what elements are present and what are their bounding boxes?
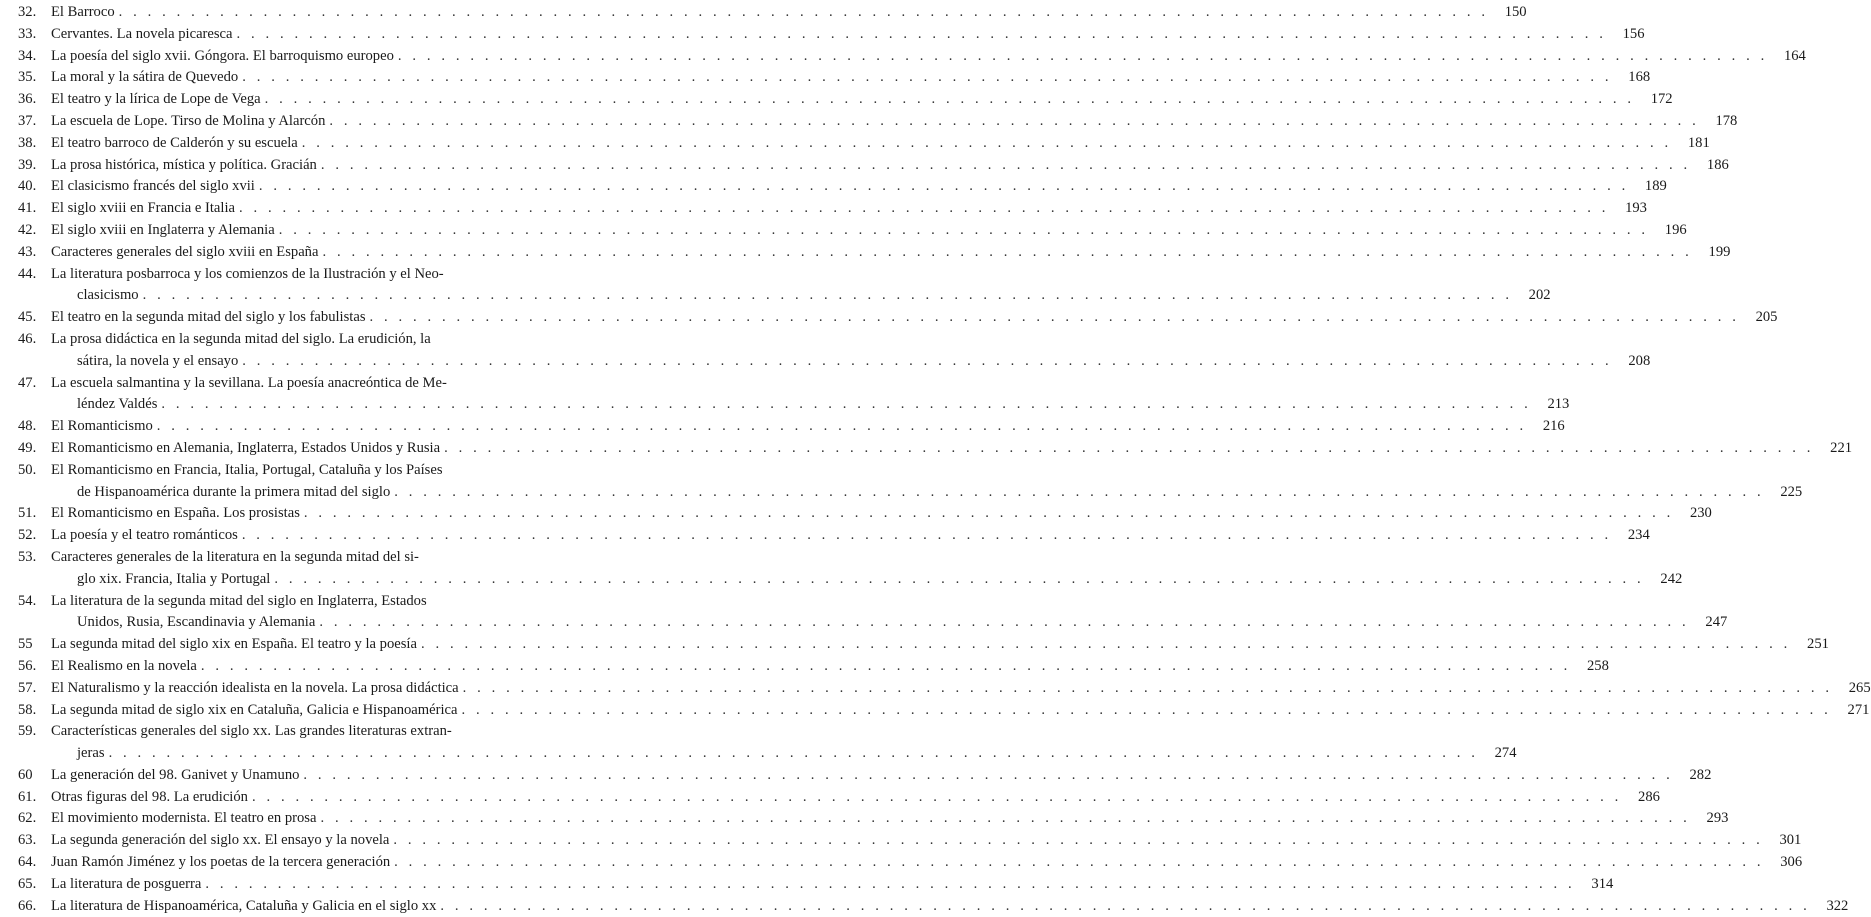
chapter-title: La moral y la sátira de Quevedo — [51, 69, 239, 86]
page-number: 221 — [1830, 439, 1853, 456]
chapter-title-line — [51, 307, 1778, 329]
dot-leader: . . . . . . . . . . . . . . . . . . . . . . . . . . . . . . . . . . . . . . . . . . . . . . . . . . . . . . . . . . . . . . . . . . . . . . . . . . . . . . . . . . . . . . . . . . . . . . . — [462, 679, 1833, 696]
chapter-title: La literatura de la segunda mitad del siglo en Inglaterra, Estados — [51, 592, 427, 609]
chapter-number: 54. — [18, 592, 37, 609]
page-number: 193 — [1625, 200, 1647, 217]
chapter-title-line — [51, 242, 1731, 264]
chapter-title: El teatro en la segunda mitad del siglo y los fabulistas — [51, 309, 366, 326]
chapter-number: 45. — [18, 309, 37, 326]
chapter-title: El teatro y la lírica de Lope de Vega — [51, 91, 261, 108]
chapter-title-line — [51, 765, 1712, 787]
dot-leader: . . . . . . . . . . . . . . . . . . . . . . . . . . . . . . . . . . . . . . . . . . . . . . . . . . . . . . . . . . . . . . . . . . . . . . . . . . . . . . . . . . . . . . . . . . . . . . . — [420, 636, 1791, 653]
chapter-title-line — [51, 176, 1667, 198]
toc-entry — [18, 591, 1728, 635]
page-number: 208 — [1628, 352, 1651, 369]
chapter-title-line — [51, 438, 1853, 460]
chapter-title: El Romanticismo en Francia, Italia, Portugal, Cataluña y los Países — [51, 461, 443, 478]
page-number: 225 — [1780, 483, 1803, 500]
chapter-title-block — [51, 307, 1778, 329]
page-number: 247 — [1705, 614, 1728, 631]
chapter-title: Caracteres generales de la literatura en la segunda mitad del si- — [51, 548, 419, 565]
chapter-title-block — [51, 852, 1803, 874]
page-number: 181 — [1687, 134, 1710, 151]
chapter-title-line — [51, 2, 1527, 24]
dot-leader: . . . . . . . . . . . . . . . . . . . . . . . . . . . . . . . . . . . . . . . . . . . . . . . . . . . . . . . . . . . . . . . . . . . . . . . . . . . . . . . . . . . . . . . . . . . . . . . — [200, 657, 1571, 674]
chapter-number: 34. — [18, 47, 37, 64]
dot-leader: . . . . . . . . . . . . . . . . . . . . . . . . . . . . . . . . . . . . . . . . . . . . . . . . . . . . . . . . . . . . . . . . . . . . . . . . . . . . . . . . . . . . . . . . . . . . . . . — [397, 47, 1768, 64]
page-number: 282 — [1689, 766, 1712, 783]
dot-leader: . . . . . . . . . . . . . . . . . . . . . . . . . . . . . . . . . . . . . . . . . . . . . . . . . . . . . . . . . . . . . . . . . . . . . . . . . . . . . . . . . . . . . . . . . . . . . . . — [319, 614, 1690, 631]
chapter-title-line — [51, 852, 1803, 874]
chapter-number: 55 — [18, 636, 33, 653]
chapter-number: 49. — [18, 439, 37, 456]
chapter-title-block — [51, 721, 1517, 765]
chapter-title: La prosa histórica, mística y política. Gracián — [51, 156, 317, 173]
chapter-title-block — [51, 89, 1673, 111]
chapter-number: 47. — [18, 374, 37, 391]
page-number: 265 — [1848, 679, 1871, 696]
page-number: 172 — [1650, 91, 1673, 108]
chapter-title-block — [51, 547, 1683, 591]
chapter-title: Juan Ramón Jiménez y los poetas de la tercera generación — [51, 854, 391, 871]
page-number: 216 — [1542, 418, 1565, 435]
chapter-title-line — [51, 743, 1517, 765]
chapter-title-line — [51, 351, 1651, 373]
page-number: 301 — [1779, 832, 1802, 849]
chapter-title-line — [51, 634, 1829, 656]
chapter-title: La segunda mitad de siglo xix en Cataluña, Galicia e Hispanoamérica — [51, 701, 458, 718]
page-number: 271 — [1847, 701, 1870, 718]
page-number: 186 — [1706, 156, 1729, 173]
chapter-number: 61. — [18, 788, 37, 805]
toc-entry — [18, 89, 1673, 111]
chapter-title-block — [51, 700, 1870, 722]
chapter-title: El Naturalismo y la reacción idealista en la novela. La prosa didáctica — [51, 679, 459, 696]
chapter-title-line — [51, 416, 1565, 438]
chapter-title: La poesía del siglo xvii. Góngora. El barroquismo europeo — [51, 47, 394, 64]
toc-entry — [18, 220, 1687, 242]
chapter-title-line — [51, 220, 1687, 242]
toc-entry — [18, 307, 1778, 329]
toc-entry — [18, 176, 1667, 198]
chapter-title-line — [51, 133, 1710, 155]
chapter-title: Caracteres generales del siglo xviii en España — [51, 243, 319, 260]
chapter-title: El clasicismo francés del siglo xvii — [51, 178, 255, 195]
chapter-number: 64. — [18, 854, 37, 871]
chapter-title-block — [51, 438, 1853, 460]
chapter-title-line — [51, 678, 1871, 700]
chapter-number: 37. — [18, 112, 37, 129]
chapter-number: 56. — [18, 657, 37, 674]
chapter-title-line — [51, 569, 1683, 591]
page-number: 156 — [1622, 25, 1645, 42]
chapter-title-block — [51, 264, 1551, 308]
chapter-number: 58. — [18, 701, 37, 718]
chapter-title-block — [51, 329, 1651, 373]
chapter-title: El Realismo en la novela — [51, 657, 197, 674]
dot-leader: . . . . . . . . . . . . . . . . . . . . . . . . . . . . . . . . . . . . . . . . . . . . . . . . . . . . . . . . . . . . . . . . . . . . . . . . . . . . . . . . . . . . . . . . . . . . . . . — [242, 69, 1613, 86]
page-number: 314 — [1591, 875, 1614, 892]
dot-leader: . . . . . . . . . . . . . . . . . . . . . . . . . . . . . . . . . . . . . . . . . . . . . . . . . . . . . . . . . . . . . . . . . . . . . . . . . . . . . . . . . . . . . . . . . . . . . . . — [320, 810, 1691, 827]
chapter-title-line — [51, 721, 582, 743]
chapter-title-line — [51, 896, 1849, 917]
chapter-number: 38. — [18, 134, 37, 151]
chapter-number: 41. — [18, 200, 37, 217]
toc-entry — [18, 852, 1803, 874]
dot-leader: . . . . . . . . . . . . . . . . . . . . . . . . . . . . . . . . . . . . . . . . . . . . . . . . . . . . . . . . . . . . . . . . . . . . . . . . . . . . . . . . . . . . . . . . . . . . . . . — [242, 352, 1613, 369]
toc-entry — [18, 155, 1729, 177]
chapter-title: La poesía y el teatro románticos — [51, 527, 238, 544]
chapter-title: La segunda generación del siglo xx. El ensayo y la novela — [51, 832, 390, 849]
dot-leader: . . . . . . . . . . . . . . . . . . . . . . . . . . . . . . . . . . . . . . . . . . . . . . . . . . . . . . . . . . . . . . . . . . . . . . . . . . . . . . . . . . . . . . . . . . . . . . . — [205, 875, 1576, 892]
chapter-title: La prosa didáctica en la segunda mitad del siglo. La erudición, la — [51, 330, 431, 347]
dot-leader: . . . . . . . . . . . . . . . . . . . . . . . . . . . . . . . . . . . . . . . . . . . . . . . . . . . . . . . . . . . . . . . . . . . . . . . . . . . . . . . . . . . . . . . . . . . . . . . — [444, 439, 1815, 456]
page-number: 286 — [1638, 788, 1660, 805]
chapter-title-line — [51, 787, 1660, 809]
chapter-title-line — [51, 460, 582, 482]
chapter-title-line — [51, 89, 1673, 111]
toc-entry — [18, 2, 1527, 24]
chapter-title: El Romanticismo — [51, 418, 153, 435]
chapter-title-line — [51, 830, 1802, 852]
dot-leader: . . . . . . . . . . . . . . . . . . . . . . . . . . . . . . . . . . . . . . . . . . . . . . . . . . . . . . . . . . . . . . . . . . . . . . . . . . . . . . . . . . . . . . . . . . . . . . . — [393, 832, 1764, 849]
dot-leader: . . . . . . . . . . . . . . . . . . . . . . . . . . . . . . . . . . . . . . . . . . . . . . . . . . . . . . . . . . . . . . . . . . . . . . . . . . . . . . . . . . . . . . . . . . . . . . . — [251, 788, 1622, 805]
chapter-number: 39. — [18, 156, 37, 173]
chapter-title: La literatura posbarroca y los comienzos de la Ilustración y el Neo- — [51, 265, 444, 282]
page-number: 150 — [1504, 4, 1527, 20]
dot-leader: . . . . . . . . . . . . . . . . . . . . . . . . . . . . . . . . . . . . . . . . . . . . . . . . . . . . . . . . . . . . . . . . . . . . . . . . . . . . . . . . . . . . . . . . . . . . . . . — [303, 766, 1674, 783]
toc-entry — [18, 373, 1570, 417]
toc-entry — [18, 111, 1738, 133]
chapter-number: 60 — [18, 766, 33, 783]
chapter-title-line — [51, 874, 1614, 896]
toc-entry — [18, 503, 1712, 525]
page-number: 258 — [1586, 657, 1609, 674]
chapter-title: Características generales del siglo xx. Las grandes literaturas extran- — [51, 723, 452, 740]
chapter-number: 44. — [18, 265, 37, 282]
toc-entry — [18, 438, 1853, 460]
toc-entry — [18, 133, 1710, 155]
chapter-title-block — [51, 155, 1729, 177]
chapter-title-block — [51, 67, 1651, 89]
toc-entry — [18, 830, 1802, 852]
dot-leader: . . . . . . . . . . . . . . . . . . . . . . . . . . . . . . . . . . . . . . . . . . . . . . . . . . . . . . . . . . . . . . . . . . . . . . . . . . . . . . . . . . . . . . . . . . . . . . . — [461, 701, 1832, 718]
dot-leader: . . . . . . . . . . . . . . . . . . . . . . . . . . . . . . . . . . . . . . . . . . . . . . . . . . . . . . . . . . . . . . . . . . . . . . . . . . . . . . . . . . . . . . . . . . . . . . . — [329, 112, 1700, 129]
dot-leader: . . . . . . . . . . . . . . . . . . . . . . . . . . . . . . . . . . . . . . . . . . . . . . . . . . . . . . . . . . . . . . . . . . . . . . . . . . . . . . . . . . . . . . . . . . . . . . . — [161, 396, 1532, 413]
chapter-title-line — [51, 591, 582, 613]
dot-leader: . . . . . . . . . . . . . . . . . . . . . . . . . . . . . . . . . . . . . . . . . . . . . . . . . . . . . . . . . . . . . . . . . . . . . . . . . . . . . . . . . . . . . . . . . . . . . . . — [236, 25, 1607, 42]
toc-entry — [18, 329, 1651, 373]
dot-leader: . . . . . . . . . . . . . . . . . . . . . . . . . . . . . . . . . . . . . . . . . . . . . . . . . . . . . . . . . . . . . . . . . . . . . . . . . . . . . . . . . . . . . . . . . . . . . . . — [241, 527, 1612, 544]
chapter-title-block — [51, 46, 1806, 68]
chapter-title-block — [51, 198, 1647, 220]
chapter-title: clasicismo — [77, 287, 139, 304]
chapter-number: 35. — [18, 69, 37, 86]
dot-leader: . . . . . . . . . . . . . . . . . . . . . . . . . . . . . . . . . . . . . . . . . . . . . . . . . . . . . . . . . . . . . . . . . . . . . . . . . . . . . . . . . . . . . . . . . . . . . . . — [274, 570, 1645, 587]
chapter-title-block — [51, 24, 1645, 46]
chapter-title: Otras figuras del 98. La erudición — [51, 788, 248, 805]
page-number: 251 — [1807, 636, 1829, 653]
page-number: 293 — [1706, 810, 1729, 827]
dot-leader: . . . . . . . . . . . . . . . . . . . . . . . . . . . . . . . . . . . . . . . . . . . . . . . . . . . . . . . . . . . . . . . . . . . . . . . . . . . . . . . . . . . . . . . . . . . . . . . — [142, 287, 1513, 304]
chapter-title: El Romanticismo en España. Los prosistas — [51, 505, 300, 522]
page-number: 199 — [1708, 243, 1731, 260]
toc-entry — [18, 547, 1683, 591]
chapter-title-block — [51, 373, 1570, 417]
chapter-number: 50. — [18, 461, 37, 478]
chapter-title-block — [51, 896, 1849, 917]
chapter-title-block — [51, 525, 1650, 547]
chapter-number: 48. — [18, 418, 37, 435]
chapter-title-line — [51, 373, 582, 395]
chapter-number: 57. — [18, 679, 37, 696]
page-number: 213 — [1547, 396, 1570, 413]
chapter-number: 36. — [18, 91, 37, 108]
chapter-title-block — [51, 2, 1527, 24]
chapter-title-block — [51, 765, 1712, 787]
dot-leader: . . . . . . . . . . . . . . . . . . . . . . . . . . . . . . . . . . . . . . . . . . . . . . . . . . . . . . . . . . . . . . . . . . . . . . . . . . . . . . . . . . . . . . . . . . . . . . . — [156, 418, 1527, 435]
chapter-title: La escuela salmantina y la sevillana. La poesía anacreóntica de Me- — [51, 374, 447, 391]
chapter-title-block — [51, 656, 1609, 678]
page-number: 230 — [1689, 505, 1712, 522]
chapter-title: glo xix. Francia, Italia y Portugal — [77, 570, 271, 587]
chapter-title-block — [51, 591, 1728, 635]
toc-entry — [18, 460, 1803, 504]
chapter-title-line — [51, 111, 1738, 133]
page-number: 164 — [1783, 47, 1806, 64]
toc-entry — [18, 525, 1650, 547]
toc-entry — [18, 896, 1849, 917]
chapter-title: El Romanticismo en Alemania, Inglaterra, Estados Unidos y Rusia — [51, 439, 441, 456]
chapter-title-block — [51, 503, 1712, 525]
chapter-title-line — [51, 700, 1870, 722]
page-number: 274 — [1494, 745, 1517, 762]
toc-entry — [18, 416, 1565, 438]
page-number: 242 — [1660, 570, 1683, 587]
dot-leader: . . . . . . . . . . . . . . . . . . . . . . . . . . . . . . . . . . . . . . . . . . . . . . . . . . . . . . . . . . . . . . . . . . . . . . . . . . . . . . . . . . . . . . . . . . . . . . . — [239, 200, 1609, 217]
chapter-title-block — [51, 111, 1738, 133]
chapter-number: 59. — [18, 723, 37, 740]
dot-leader: . . . . . . . . . . . . . . . . . . . . . . . . . . . . . . . . . . . . . . . . . . . . . . . . . . . . . . . . . . . . . . . . . . . . . . . . . . . . . . . . . . . . . . . . . . . . . . . — [394, 854, 1765, 871]
dot-leader: . . . . . . . . . . . . . . . . . . . . . . . . . . . . . . . . . . . . . . . . . . . . . . . . . . . . . . . . . . . . . . . . . . . . . . . . . . . . . . . . . . . . . . . . . . . . . . . — [394, 483, 1765, 500]
page-number: 205 — [1755, 309, 1778, 326]
toc-entry — [18, 765, 1712, 787]
chapter-title: La escuela de Lope. Tirso de Molina y Alarcón — [51, 112, 326, 129]
chapter-title-line — [51, 285, 1551, 307]
chapter-title: de Hispanoamérica durante la primera mitad del siglo — [77, 483, 391, 500]
page-number: 202 — [1528, 287, 1551, 304]
chapter-title-block — [51, 874, 1614, 896]
chapter-title-line — [51, 503, 1712, 525]
chapter-title-line — [51, 67, 1651, 89]
chapter-number: 46. — [18, 330, 37, 347]
chapter-number: 51. — [18, 505, 37, 522]
chapter-title-line — [51, 155, 1729, 177]
chapter-title-line — [51, 24, 1645, 46]
chapter-title-block — [51, 416, 1565, 438]
toc-entry — [18, 198, 1647, 220]
chapter-title-line — [51, 612, 1728, 634]
page-number: 178 — [1715, 112, 1738, 129]
chapter-title-line — [51, 808, 1729, 830]
chapter-title-line — [51, 547, 582, 569]
chapter-title-line — [51, 329, 582, 351]
page-number: 306 — [1780, 854, 1803, 871]
toc-entry — [18, 678, 1871, 700]
page-number: 189 — [1644, 178, 1667, 195]
chapter-title-block — [51, 787, 1660, 809]
toc-entry — [18, 46, 1806, 68]
chapter-title-block — [51, 634, 1829, 656]
chapter-title-line — [51, 394, 1570, 416]
toc-entry — [18, 264, 1551, 308]
chapter-title: El Barroco — [51, 4, 115, 20]
chapter-title: sátira, la novela y el ensayo — [77, 352, 239, 369]
chapter-title-block — [51, 678, 1871, 700]
dot-leader: . . . . . . . . . . . . . . . . . . . . . . . . . . . . . . . . . . . . . . . . . . . . . . . . . . . . . . . . . . . . . . . . . . . . . . . . . . . . . . . . . . . . . . . . . . . . . . . — [440, 897, 1811, 914]
dot-leader: . . . . . . . . . . . . . . . . . . . . . . . . . . . . . . . . . . . . . . . . . . . . . . . . . . . . . . . . . . . . . . . . . . . . . . . . . . . . . . . . . . . . . . . . . . . . . . . — [278, 221, 1649, 238]
dot-leader: . . . . . . . . . . . . . . . . . . . . . . . . . . . . . . . . . . . . . . . . . . . . . . . . . . . . . . . . . . . . . . . . . . . . . . . . . . . . . . . . . . . . . . . . . . . . . . . — [108, 745, 1479, 762]
chapter-title-block — [51, 133, 1710, 155]
chapter-title-line — [51, 198, 1647, 220]
toc-entry — [18, 242, 1731, 264]
dot-leader: . . . . . . . . . . . . . . . . . . . . . . . . . . . . . . . . . . . . . . . . . . . . . . . . . . . . . . . . . . . . . . . . . . . . . . . . . . . . . . . . . . . . . . . . . . . . . . . — [303, 505, 1674, 522]
page-number: 234 — [1627, 527, 1650, 544]
chapter-number: 62. — [18, 810, 37, 827]
dot-leader: . . . . . . . . . . . . . . . . . . . . . . . . . . . . . . . . . . . . . . . . . . . . . . . . . . . . . . . . . . . . . . . . . . . . . . . . . . . . . . . . . . . . . . . . . . . . . . . — [118, 4, 1489, 20]
toc-entry — [18, 656, 1609, 678]
chapter-number: 53. — [18, 548, 37, 565]
chapter-title-block — [51, 808, 1729, 830]
chapter-title: Unidos, Rusia, Escandinavia y Alemania — [77, 614, 316, 631]
page-number: 322 — [1826, 897, 1849, 914]
chapter-title: La literatura de posguerra — [51, 875, 202, 892]
chapter-title-block — [51, 220, 1687, 242]
chapter-title: El siglo xviii en Inglaterra y Alemania — [51, 221, 275, 238]
chapter-title: léndez Valdés — [77, 396, 158, 413]
chapter-number: 32. — [18, 4, 37, 20]
toc-entry — [18, 700, 1870, 722]
chapter-title: La generación del 98. Ganivet y Unamuno — [51, 766, 300, 783]
chapter-number: 42. — [18, 221, 37, 238]
toc-entry — [18, 874, 1614, 896]
chapter-title-block — [51, 242, 1731, 264]
chapter-title: La literatura de Hispanoamérica, Cataluña y Galicia en el siglo xx — [51, 897, 437, 914]
dot-leader: . . . . . . . . . . . . . . . . . . . . . . . . . . . . . . . . . . . . . . . . . . . . . . . . . . . . . . . . . . . . . . . . . . . . . . . . . . . . . . . . . . . . . . . . . . . . . . . — [322, 243, 1693, 260]
dot-leader: . . . . . . . . . . . . . . . . . . . . . . . . . . . . . . . . . . . . . . . . . . . . . . . . . . . . . . . . . . . . . . . . . . . . . . . . . . . . . . . . . . . . . . . . . . . . . . . — [258, 178, 1629, 195]
toc-entry — [18, 787, 1660, 809]
dot-leader: . . . . . . . . . . . . . . . . . . . . . . . . . . . . . . . . . . . . . . . . . . . . . . . . . . . . . . . . . . . . . . . . . . . . . . . . . . . . . . . . . . . . . . . . . . . . . . . — [264, 91, 1635, 108]
chapter-number: 43. — [18, 243, 37, 260]
chapter-title-line — [51, 525, 1650, 547]
toc-entry — [18, 67, 1651, 89]
page-number: 168 — [1628, 69, 1651, 86]
toc-entry — [18, 808, 1729, 830]
chapter-title-block — [51, 176, 1667, 198]
chapter-number: 66. — [18, 897, 37, 914]
page-number: 196 — [1664, 221, 1687, 238]
chapter-title: jeras — [77, 745, 105, 762]
chapter-title-line — [51, 46, 1806, 68]
chapter-title: El movimiento modernista. El teatro en prosa — [51, 810, 317, 827]
chapter-title-block — [51, 460, 1803, 504]
chapter-number: 52. — [18, 527, 37, 544]
chapter-title: La segunda mitad del siglo xix en España. El teatro y la poesía — [51, 636, 417, 653]
toc-entry — [18, 24, 1645, 46]
chapter-number: 40. — [18, 178, 37, 195]
chapter-number: 33. — [18, 25, 37, 42]
toc-entry — [18, 634, 1829, 656]
chapter-title: Cervantes. La novela picaresca — [51, 25, 233, 42]
chapter-title-line — [51, 656, 1609, 678]
chapter-title-line — [51, 264, 582, 286]
dot-leader: . . . . . . . . . . . . . . . . . . . . . . . . . . . . . . . . . . . . . . . . . . . . . . . . . . . . . . . . . . . . . . . . . . . . . . . . . . . . . . . . . . . . . . . . . . . . . . . — [369, 309, 1740, 326]
chapter-title: El siglo xviii en Francia e Italia — [51, 200, 235, 217]
toc-entry — [18, 721, 1517, 765]
chapter-title-block — [51, 830, 1802, 852]
chapter-number: 65. — [18, 875, 37, 892]
chapter-title-line — [51, 482, 1803, 504]
chapter-number: 63. — [18, 832, 37, 849]
dot-leader: . . . . . . . . . . . . . . . . . . . . . . . . . . . . . . . . . . . . . . . . . . . . . . . . . . . . . . . . . . . . . . . . . . . . . . . . . . . . . . . . . . . . . . . . . . . . . . . — [320, 156, 1691, 173]
dot-leader: . . . . . . . . . . . . . . . . . . . . . . . . . . . . . . . . . . . . . . . . . . . . . . . . . . . . . . . . . . . . . . . . . . . . . . . . . . . . . . . . . . . . . . . . . . . . . . . — [301, 134, 1672, 151]
chapter-title: El teatro barroco de Calderón y su escuela — [51, 134, 298, 151]
